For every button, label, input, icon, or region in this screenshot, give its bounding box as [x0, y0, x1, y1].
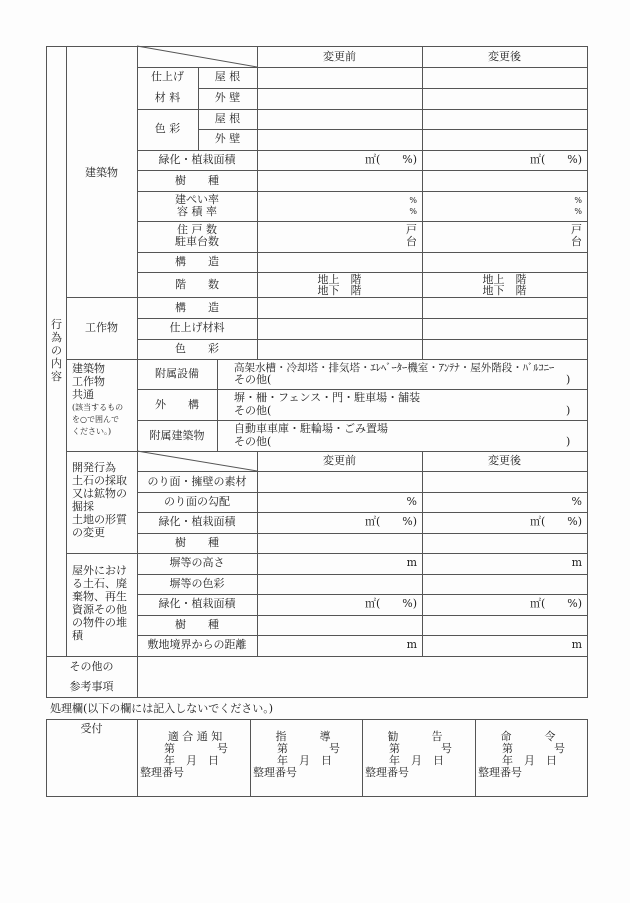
floors-after-above[interactable]: 地上 階	[482, 273, 527, 286]
dev-greening-before-unit[interactable]: ㎡( %)	[364, 515, 417, 528]
dev-label-3: 又は鉱物の	[72, 487, 127, 500]
table-border	[587, 719, 588, 797]
dev-label-4: 掘採	[72, 500, 94, 513]
greening-before-unit[interactable]: ㎡( %)	[364, 153, 417, 166]
slope-grade-before-unit[interactable]: %	[406, 495, 417, 508]
sw-color-label: 色 彩	[175, 342, 219, 355]
header-before: 変更前	[323, 50, 356, 63]
other-notes-field[interactable]	[138, 657, 587, 697]
guidance-ref: 整理番号	[253, 766, 297, 779]
dev-label-6: の変更	[72, 526, 105, 539]
boundary-after-unit[interactable]: m	[571, 638, 582, 651]
coverage-after-unit[interactable]: %	[574, 196, 582, 205]
finish-wall-label: 外 壁	[214, 91, 241, 104]
advice-no-suffix: 号	[441, 742, 452, 755]
advice-ref: 整理番号	[365, 766, 409, 779]
dwelling-count-label: 住 戸 数	[177, 223, 217, 236]
dev-greening-after-unit[interactable]: ㎡( %)	[529, 515, 582, 528]
floors-after-below[interactable]: 地下 階	[482, 284, 527, 297]
divider	[475, 719, 476, 797]
exterior-other-close: )	[566, 404, 571, 417]
finish-label-2: 材 料	[154, 91, 181, 104]
advice-no-prefix: 第	[389, 742, 400, 755]
fence-color-label: 塀等の色彩	[169, 577, 225, 590]
parking-count-label: 駐車台数	[175, 235, 219, 248]
finish-roof-label: 屋 根	[214, 70, 241, 83]
boundary-distance-label: 敷地境界からの距離	[147, 638, 247, 651]
common-note-3: ください。)	[72, 427, 112, 436]
advice-title: 勧 告	[387, 730, 443, 743]
floors-before-below[interactable]: 地下 階	[317, 284, 362, 297]
dev-greening-label: 緑化・植栽面積	[158, 515, 236, 528]
color-wall-label: 外 壁	[214, 132, 241, 145]
notice-date: 年 月 日	[164, 754, 219, 767]
fence-height-after-unit[interactable]: m	[571, 556, 582, 569]
guidance-no-prefix: 第	[277, 742, 288, 755]
floors-label: 階 数	[175, 278, 219, 291]
other-label-1: その他の	[69, 660, 114, 673]
table-border	[46, 719, 588, 720]
structure-work-label: 工作物	[85, 321, 118, 334]
order-title: 命 令	[500, 730, 556, 743]
storage-tree-label: 樹 種	[175, 618, 219, 631]
storage-greening-after-unit[interactable]: ㎡( %)	[529, 597, 582, 610]
greening-after-unit[interactable]: ㎡( %)	[529, 153, 582, 166]
storage-label-3: 棄物、再生	[72, 590, 127, 603]
dev-label-5: 土地の形質	[72, 513, 127, 526]
common-label-2: 工作物	[72, 375, 105, 388]
storage-label-2: る土石、廃	[72, 577, 127, 590]
guidance-title: 指 導	[275, 730, 331, 743]
floor-area-label: 容 積 率	[177, 205, 217, 218]
dev-header-before: 変更前	[323, 454, 356, 467]
equipment-other[interactable]: その他(	[234, 373, 272, 386]
dwelling-before-unit[interactable]: 戸	[406, 223, 417, 236]
other-label-2: 参考事項	[69, 680, 114, 693]
floors-before-above[interactable]: 地上 階	[317, 273, 362, 286]
dwelling-after-unit[interactable]: 戸	[571, 223, 582, 236]
divider	[362, 719, 363, 797]
order-date: 年 月 日	[502, 754, 557, 767]
fence-height-before-unit[interactable]: m	[406, 556, 417, 569]
notice-no-prefix: 第	[164, 742, 175, 755]
sw-finish-label: 仕上げ材料	[169, 321, 225, 334]
divider	[250, 719, 251, 797]
equipment-other-close: )	[566, 373, 571, 386]
floor-area-before-unit[interactable]: %	[409, 207, 417, 216]
order-no-prefix: 第	[502, 742, 513, 755]
divider	[137, 719, 138, 797]
reception-label: 受付	[80, 722, 103, 735]
equipment-label: 附属設備	[155, 367, 199, 380]
header-diagonal	[137, 46, 257, 67]
header-after: 変更後	[488, 50, 521, 63]
storage-greening-before-unit[interactable]: ㎡( %)	[364, 597, 417, 610]
common-label-1: 建築物	[72, 362, 105, 375]
notice-title: 適 合 通 知	[167, 730, 223, 743]
parking-after-unit[interactable]: 台	[571, 235, 582, 248]
structure-label: 構 造	[175, 255, 219, 268]
exterior-label: 外 構	[155, 398, 199, 411]
storage-label-4: 資源その他	[72, 603, 127, 616]
finish-label-1: 仕上げ	[151, 70, 184, 83]
storage-label-5: の物件の堆	[72, 616, 127, 629]
building-label: 建築物	[85, 166, 118, 179]
dev-tree-label: 樹 種	[175, 536, 219, 549]
exterior-options[interactable]: 塀・柵・フェンス・門・駐車場・舗装	[234, 391, 421, 404]
exterior-other[interactable]: その他(	[234, 404, 272, 417]
boundary-before-unit[interactable]: m	[406, 638, 417, 651]
storage-greening-label: 緑化・植栽面積	[158, 597, 236, 610]
storage-label-1: 屋外におけ	[72, 564, 127, 577]
parking-before-unit[interactable]: 台	[406, 235, 417, 248]
table-border	[46, 796, 588, 797]
notice-ref: 整理番号	[140, 766, 184, 779]
common-label-3: 共通	[72, 388, 94, 401]
coverage-label: 建ぺい率	[175, 193, 219, 206]
annex-other[interactable]: その他(	[234, 435, 272, 448]
processing-title: 処理欄(以下の欄には記入しないでください。)	[50, 702, 274, 715]
floor-area-after-unit[interactable]: %	[574, 207, 582, 216]
order-no-suffix: 号	[554, 742, 565, 755]
common-note-1: (該当するもの	[72, 403, 124, 412]
sw-structure-label: 構 造	[175, 301, 219, 314]
guidance-no-suffix: 号	[329, 742, 340, 755]
dev-label-1: 開発行為	[72, 461, 116, 474]
coverage-before-unit[interactable]: %	[409, 196, 417, 205]
annex-options[interactable]: 自動車車庫・駐輪場・ごみ置場	[234, 422, 388, 435]
guidance-date: 年 月 日	[277, 754, 332, 767]
notice-no-suffix: 号	[217, 742, 228, 755]
order-ref: 整理番号	[478, 766, 522, 779]
common-note-2: を○で囲んで	[72, 415, 119, 424]
slope-grade-after-unit[interactable]: %	[571, 495, 582, 508]
greening-label: 緑化・植栽面積	[158, 153, 236, 166]
annex-other-close: )	[566, 435, 571, 448]
tree-label: 樹 種	[175, 174, 219, 187]
slope-material-label: のり面・擁壁の素材	[147, 475, 247, 488]
storage-label-6: 積	[72, 629, 83, 642]
color-label: 色 彩	[154, 122, 181, 135]
section-label: 行為の内容	[51, 318, 62, 383]
fence-height-label: 塀等の高さ	[169, 556, 225, 569]
annex-label: 附属建築物	[149, 429, 205, 442]
dev-label-2: 土石の採取	[72, 474, 127, 487]
advice-date: 年 月 日	[389, 754, 444, 767]
equipment-options[interactable]: 高架水槽・冷却塔・排気塔・ｴﾚﾍﾞｰﾀｰ機室・ｱﾝﾃﾅ・屋外階段・ﾊﾞﾙｺﾆｰ	[234, 362, 555, 374]
slope-grade-label: のり面の勾配	[164, 495, 230, 508]
dev-header-after: 変更後	[488, 454, 521, 467]
header-diagonal	[137, 451, 257, 471]
color-roof-label: 屋 根	[214, 112, 241, 125]
